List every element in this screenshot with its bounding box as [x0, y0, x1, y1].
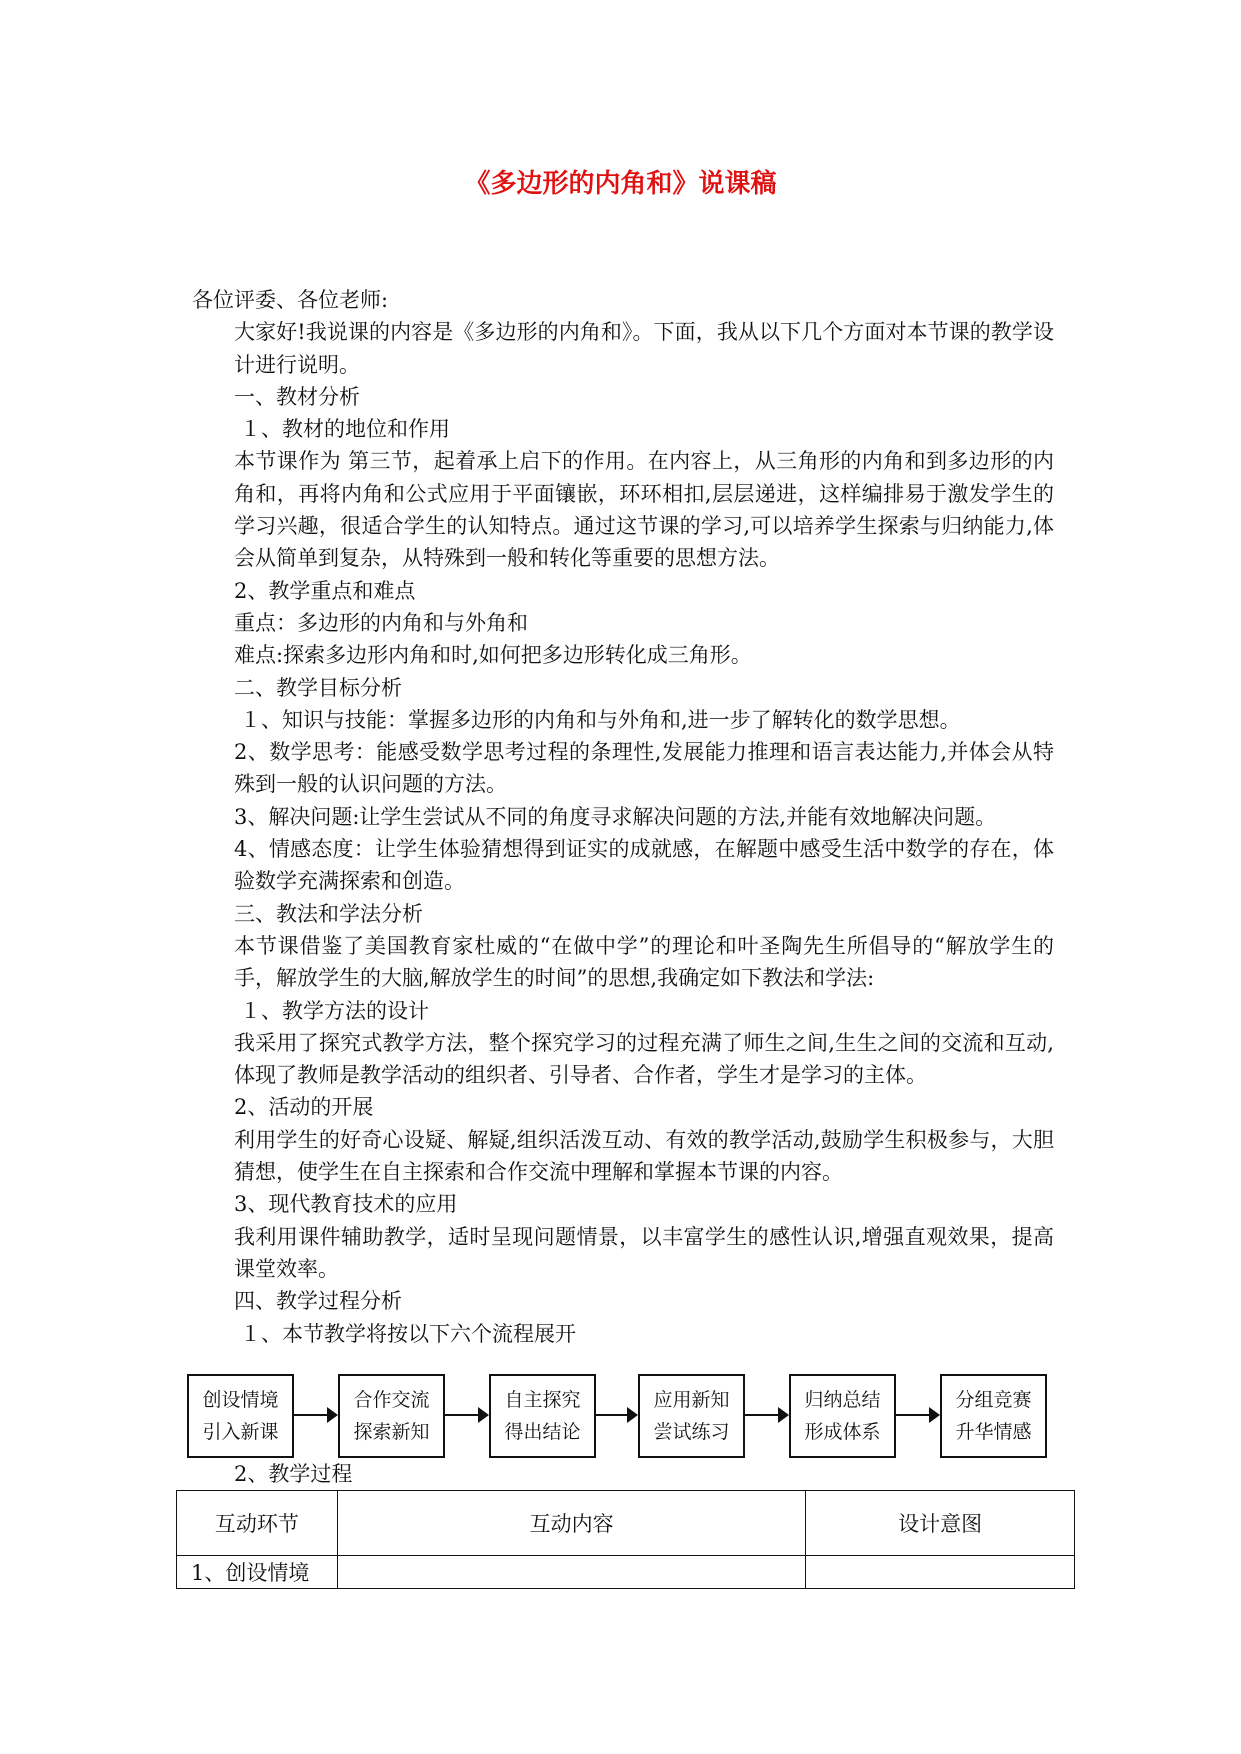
flow-step-label: 合作交流 — [353, 1389, 430, 1411]
goal-1: １、知识与技能：掌握多边形的内角和与外角和,进一步了解转化的数学思想。 — [240, 707, 961, 732]
flow-step-1 — [187, 1374, 294, 1458]
flow-step-label: 归纳总结 — [804, 1389, 881, 1411]
subsection-heading-1-1: １、教材的地位和作用 — [240, 417, 450, 442]
flow-step-label: 尝试练习 — [653, 1421, 730, 1443]
goal-4: 4、情感态度：让学生体验猜想得到证实的成就感，在解题中感受生活中数学的存在，体验数学充满探索和创造。 — [234, 837, 1054, 894]
document-title: 《多边形的内角和》说课稿 — [464, 169, 777, 199]
section-heading-3: 三、教法和学法分析 — [234, 901, 423, 926]
flow-step-2 — [338, 1374, 445, 1458]
subsection-heading-3-3: 3、现代教育技术的应用 — [234, 1192, 458, 1217]
paragraph-3: 本节课借鉴了美国教育家杜威的“在做中学”的理论和叶圣陶先生所倡导的“解放学生的手，解放学生的大脑,解放学生的时间”的思想,我确定如下教法和学法: — [234, 933, 1054, 991]
flow-step-label: 探索新知 — [353, 1421, 430, 1443]
flow-step-label: 自主探究 — [504, 1389, 581, 1411]
table-cell — [337, 1556, 805, 1589]
flow-step-5 — [789, 1374, 896, 1458]
flow-arrow-icon — [596, 1414, 636, 1416]
flow-step-3 — [489, 1374, 596, 1458]
subsection-heading-3-1: １、教学方法的设计 — [240, 998, 429, 1023]
column-header: 互动环节 — [177, 1491, 338, 1556]
goal-2: 2、数学思考：能感受数学思考过程的条理性,发展能力推理和语言表达能力,并体会从特殊到一般的认识问题的方法。 — [234, 740, 1054, 797]
flow-step-4 — [638, 1374, 745, 1458]
subsection-heading-3-2: 2、活动的开展 — [234, 1095, 374, 1120]
document-body — [192, 284, 1054, 1350]
section-heading-2: 二、教学目标分析 — [234, 675, 402, 700]
intro-paragraph: 大家好!我说课的内容是《多边形的内角和》。下面，我从以下几个方面对本节课的教学设计进行说明。 — [234, 320, 1054, 377]
flow-step-label: 得出结论 — [504, 1421, 581, 1443]
flow-step-label: 分组竞赛 — [955, 1389, 1032, 1411]
column-header: 设计意图 — [806, 1491, 1075, 1556]
flow-step-label: 引入新课 — [202, 1421, 279, 1443]
greeting: 各位评委、各位老师: — [192, 288, 389, 312]
process-flow-diagram — [187, 1374, 1057, 1458]
column-header: 互动内容 — [337, 1491, 805, 1556]
paragraph-3-3: 我利用课件辅助教学，适时呈现问题情景，以丰富学生的感性认识,增强直观效果，提高课堂效率。 — [234, 1224, 1054, 1281]
flow-step-6 — [940, 1374, 1047, 1458]
flow-step-label: 形成体系 — [804, 1421, 881, 1443]
process-table — [176, 1490, 1075, 1589]
flow-step-label: 创设情境 — [202, 1389, 279, 1411]
flow-step-label: 应用新知 — [653, 1389, 730, 1411]
flow-step-label: 升华情感 — [955, 1421, 1032, 1443]
paragraph-3-2: 利用学生的好奇心设疑、解疑,组织活泼互动、有效的教学活动,鼓励学生积极参与，大胆猜想，使学生在自主探索和合作交流中理解和掌握本节课的内容。 — [234, 1127, 1054, 1185]
section-heading-4: 四、教学过程分析 — [234, 1289, 402, 1314]
paragraph-1-1: 本节课作为 第三节，起着承上启下的作用。在内容上，从三角形的内角和到多边形的内角和，再将内角和公式应用于平面镶嵌，环环相扣,层层递进，这样编排易于激发学生的学习兴趣，很适合学生的认知特点。通过这节课的学习,可以培养学生探索与归纳能力,体会从简单到复杂，从特殊到一般和转化等重要的思想方法。 — [234, 449, 1054, 571]
flow-arrow-icon — [445, 1414, 487, 1416]
table-cell — [806, 1556, 1075, 1589]
subsection-heading-4-1: １、本节教学将按以下六个流程展开 — [240, 1321, 576, 1346]
section-heading-1: 一、教材分析 — [234, 384, 360, 409]
table-cell: 1、创设情境 — [177, 1556, 338, 1589]
goal-3: 3、解决问题:让学生尝试从不同的角度寻求解决问题的方法,并能有效地解决问题。 — [234, 804, 997, 829]
subsection-heading-1-2: 2、教学重点和难点 — [234, 578, 416, 603]
table-header-row — [177, 1491, 1075, 1556]
flow-arrow-icon — [745, 1414, 787, 1416]
subsection-heading-4-2: 2、教学过程 — [234, 1462, 353, 1486]
flow-arrow-icon — [294, 1414, 336, 1416]
paragraph-3-1: 我采用了探究式教学方法，整个探究学习的过程充满了师生之间,生生之间的交流和互动,体现了教师是教学活动的组织者、引导者、合作者，学生才是学习的主体。 — [234, 1030, 1054, 1088]
flow-arrow-icon — [896, 1414, 938, 1416]
table-row — [177, 1556, 1075, 1589]
key-point: 重点：多边形的内角和与外角和 — [234, 610, 528, 635]
difficulty-point: 难点:探索多边形内角和时,如何把多边形转化成三角形。 — [234, 643, 752, 668]
